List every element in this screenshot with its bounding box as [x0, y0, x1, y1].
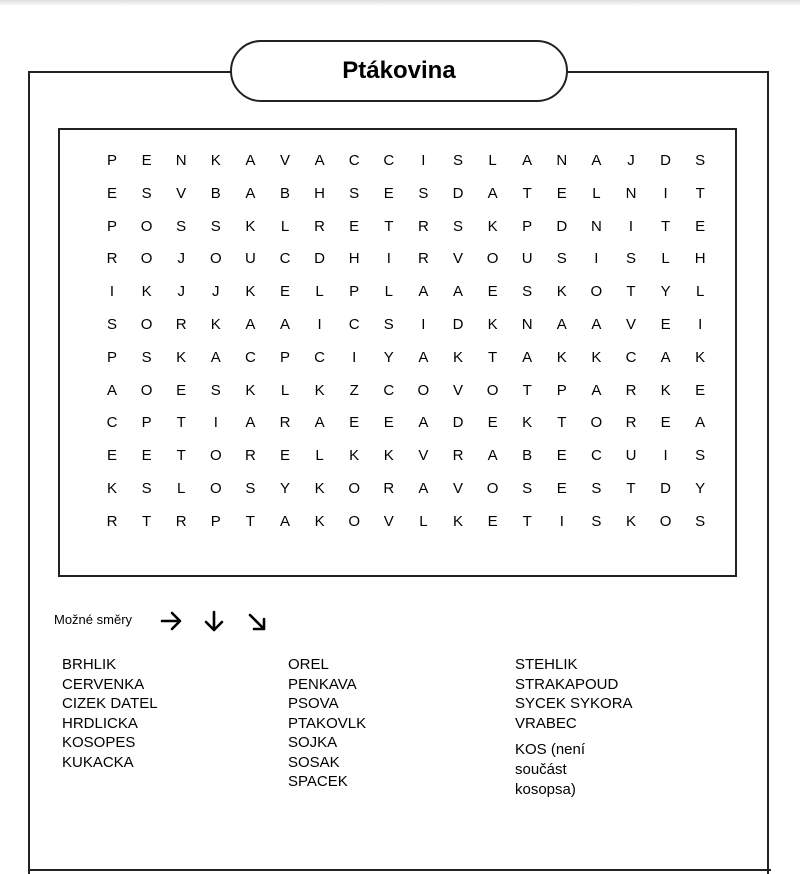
grid-cell[interactable]: O [209, 480, 222, 497]
grid-cell[interactable]: E [556, 447, 567, 465]
grid-cell[interactable]: S [176, 217, 187, 235]
grid-cell[interactable]: K [625, 512, 636, 530]
grid-cell[interactable]: O [590, 283, 603, 301]
page-title: Ptákovina [342, 57, 456, 84]
grid-cell[interactable]: A [418, 480, 429, 497]
grid-cell[interactable]: L [280, 381, 290, 399]
grid-cell[interactable]: E [349, 414, 360, 432]
page-top-shadow [0, 0, 800, 6]
grid-cell[interactable]: C [244, 348, 256, 366]
grid-cell[interactable]: V [418, 447, 429, 465]
grid-cell[interactable]: H [314, 184, 326, 202]
grid-cell[interactable]: I [109, 283, 115, 301]
grid-cell[interactable]: A [695, 414, 706, 432]
grid-cell[interactable]: T [522, 512, 532, 530]
grid-cell[interactable]: T [245, 512, 255, 530]
grid-cell[interactable]: R [625, 414, 637, 432]
grid-cell[interactable]: H [348, 250, 360, 268]
grid-cell[interactable]: E [556, 480, 567, 497]
grid-cell[interactable]: R [314, 217, 326, 235]
arrow-down-icon [203, 608, 225, 634]
grid-cell[interactable]: D [314, 250, 326, 268]
grid-cell[interactable]: T [176, 414, 186, 432]
grid-cell[interactable]: I [628, 217, 634, 235]
grid-cell[interactable]: C [590, 447, 602, 465]
grid-cell[interactable]: A [487, 447, 498, 465]
grid-cell[interactable]: R [417, 250, 429, 268]
grid-cell[interactable]: U [625, 447, 637, 465]
grid-cell[interactable]: E [487, 414, 498, 432]
grid-cell[interactable]: T [384, 217, 394, 235]
grid-cell[interactable]: L [696, 283, 705, 301]
grid-cell[interactable]: Y [383, 348, 394, 366]
grid-cell[interactable]: S [418, 184, 429, 202]
grid-cell[interactable]: A [279, 316, 290, 333]
grid-cell[interactable]: S [452, 217, 463, 235]
grid-cell[interactable]: N [175, 152, 187, 169]
grid-cell[interactable]: P [106, 217, 117, 235]
grid-cell[interactable]: S [141, 184, 152, 202]
grid-cell[interactable]: E [176, 381, 187, 399]
grid-cell[interactable]: S [210, 217, 221, 235]
grid-cell[interactable]: P [106, 152, 117, 169]
grid-cell[interactable]: K [695, 348, 706, 366]
grid-cell[interactable]: K [383, 447, 394, 465]
grid-cell[interactable]: S [210, 381, 221, 399]
grid-cell[interactable]: A [245, 184, 256, 202]
grid-cell[interactable]: K [556, 348, 567, 366]
grid-cell[interactable]: T [142, 512, 152, 530]
grid-cell[interactable]: V [176, 184, 187, 202]
word-list-item: CIZEK DATEL [62, 695, 158, 712]
grid-cell[interactable]: O [348, 480, 361, 497]
grid-cell[interactable]: C [314, 348, 326, 366]
grid-cell[interactable]: O [659, 512, 672, 530]
grid-cell[interactable]: K [487, 316, 498, 333]
grid-cell[interactable]: V [452, 250, 463, 268]
grid-cell[interactable]: A [487, 184, 498, 202]
grid-cell[interactable]: A [245, 414, 256, 432]
word-list-item: STRAKAPOUD [515, 675, 619, 693]
grid-cell[interactable]: V [625, 316, 636, 333]
letter-grid [58, 128, 737, 577]
grid-cell[interactable]: P [556, 381, 567, 399]
grid-cell[interactable]: P [279, 348, 290, 366]
grid-cell[interactable]: S [522, 480, 533, 497]
grid-cell[interactable]: A [314, 152, 325, 169]
grid-cell[interactable]: E [695, 381, 706, 399]
grid-cell[interactable]: S [695, 152, 706, 169]
grid-cell[interactable]: K [660, 381, 671, 399]
grid-cell[interactable]: P [106, 348, 117, 366]
grid-cell[interactable]: K [314, 381, 325, 399]
grid-cell[interactable]: A [279, 512, 290, 530]
grid-cell[interactable]: L [419, 512, 428, 530]
grid-cell[interactable]: A [245, 152, 256, 169]
grid-cell[interactable]: S [349, 184, 360, 202]
grid-cell[interactable]: K [245, 217, 256, 235]
grid-cell[interactable]: D [452, 414, 464, 432]
grid-cell[interactable]: S [591, 480, 602, 497]
grid-cell[interactable]: K [487, 217, 498, 235]
grid-cell[interactable]: J [212, 283, 220, 301]
grid-cell[interactable]: K [210, 152, 221, 169]
grid-cell[interactable]: N [625, 184, 637, 202]
grid-cell[interactable]: C [279, 250, 291, 268]
grid-cell[interactable]: C [106, 414, 118, 432]
kos-note: KOS (není součást kosopsa) [515, 741, 586, 798]
grid-cell[interactable]: O [590, 414, 603, 432]
grid-cell[interactable]: S [141, 480, 152, 497]
grid-cell[interactable]: R [417, 217, 429, 235]
grid-cell[interactable]: T [557, 414, 567, 432]
grid-cell[interactable]: B [279, 184, 290, 202]
word-list-item: OREL [288, 656, 329, 673]
grid-cell[interactable]: O [140, 381, 153, 399]
grid-cell[interactable]: Z [349, 381, 359, 399]
grid-cell[interactable]: S [695, 512, 706, 530]
grid-cell[interactable]: T [695, 184, 705, 202]
grid-cell[interactable]: A [418, 348, 429, 366]
word-list-column-2 [288, 655, 366, 792]
grid-cell[interactable]: I [352, 348, 357, 366]
grid-cell[interactable]: I [594, 250, 599, 268]
word-list-item: HRDLICKA [62, 714, 138, 732]
grid-cell[interactable]: R [452, 447, 464, 465]
grid-cell[interactable]: I [421, 152, 426, 169]
grid-cell[interactable]: N [521, 316, 533, 333]
grid-cell[interactable]: A [418, 414, 429, 432]
arrow-right-icon [160, 608, 182, 634]
grid-cell[interactable]: K [452, 348, 463, 366]
grid-cell[interactable]: J [177, 283, 185, 301]
grid-cell[interactable]: A [591, 316, 602, 333]
grid-cell[interactable]: I [698, 316, 703, 333]
grid-cell[interactable]: I [663, 447, 668, 465]
grid-cell[interactable]: A [522, 348, 533, 366]
grid-cell[interactable]: T [522, 184, 532, 202]
grid-cell[interactable]: H [694, 250, 706, 268]
grid-cell[interactable]: E [141, 152, 152, 169]
grid-cell[interactable]: R [279, 414, 291, 432]
grid-cell[interactable]: P [141, 414, 152, 432]
grid-cell[interactable]: A [418, 283, 429, 301]
grid-cell[interactable]: B [522, 447, 533, 465]
grid-cell[interactable]: A [591, 152, 602, 169]
word-list-item: SOJKA [288, 734, 338, 751]
word-list-item: PSOVA [288, 695, 339, 712]
word-list-item: PTAKOVLK [288, 714, 367, 732]
grid-cell[interactable]: E [660, 414, 671, 432]
grid-cell[interactable]: O [486, 250, 499, 268]
grid-cell[interactable]: Y [660, 283, 671, 301]
grid-cell[interactable]: S [245, 480, 256, 497]
grid-cell[interactable]: E [106, 447, 117, 465]
grid-cell[interactable]: I [213, 414, 218, 432]
grid-cell[interactable]: O [140, 316, 153, 333]
grid-cell[interactable]: K [452, 512, 463, 530]
grid-cell[interactable]: C [348, 316, 360, 333]
grid-cell[interactable]: O [140, 250, 153, 268]
word-list-item: CERVENKA [62, 675, 145, 693]
grid-cell[interactable]: K [245, 283, 256, 301]
grid-cell[interactable]: P [349, 283, 360, 301]
grid-cell[interactable]: R [106, 512, 118, 530]
grid-cell[interactable]: N [590, 217, 602, 235]
grid-cell[interactable]: K [314, 512, 325, 530]
grid-cell[interactable]: J [177, 250, 185, 268]
grid-cell[interactable]: S [383, 316, 394, 333]
grid-cell[interactable]: V [452, 381, 463, 399]
grid-cell[interactable]: L [488, 152, 497, 169]
grid-cell[interactable]: L [592, 184, 601, 202]
grid-cell[interactable]: I [386, 250, 391, 268]
grid-cell[interactable]: R [175, 316, 187, 333]
grid-cell[interactable]: A [522, 152, 533, 169]
grid-cell[interactable]: L [280, 217, 290, 235]
grid-cell[interactable]: E [660, 316, 671, 333]
grid-cell[interactable]: R [625, 381, 637, 399]
grid-cell[interactable]: O [486, 480, 499, 497]
grid-cell[interactable]: S [452, 152, 463, 169]
grid-cell[interactable]: O [140, 217, 153, 235]
grid-cell[interactable]: E [141, 447, 152, 465]
word-list-item: SPACEK [288, 773, 348, 790]
grid-cell[interactable]: T [176, 447, 186, 465]
grid-cell[interactable]: I [421, 316, 426, 333]
grid-cell[interactable]: R [244, 447, 256, 465]
grid-cell[interactable]: Y [695, 480, 706, 497]
word-list-item: KUKACKA [62, 753, 134, 771]
grid-cell[interactable]: L [661, 250, 670, 268]
grid-cell[interactable]: S [141, 348, 152, 366]
word-list-column-1 [62, 655, 158, 772]
word-list-item: PENKAVA [288, 675, 357, 693]
grid-cell[interactable]: K [106, 480, 117, 497]
grid-cell[interactable]: K [210, 316, 221, 333]
grid-cell[interactable]: O [417, 381, 430, 399]
grid-cell[interactable]: I [317, 316, 322, 333]
grid-cell[interactable]: T [522, 381, 532, 399]
arrow-down-right-icon [246, 608, 268, 634]
grid-cell[interactable]: A [314, 414, 325, 432]
grid-cell[interactable]: I [559, 512, 564, 530]
grid-cell[interactable]: E [279, 447, 290, 465]
grid-cell[interactable]: R [383, 480, 395, 497]
grid-cell[interactable]: T [626, 480, 636, 497]
grid-cell[interactable]: R [106, 250, 118, 268]
grid-cell[interactable]: E [383, 184, 394, 202]
grid-cell[interactable]: D [556, 217, 568, 235]
grid-cell[interactable]: N [556, 152, 568, 169]
grid-cell[interactable]: S [695, 447, 706, 465]
grid-cell[interactable]: D [452, 184, 464, 202]
grid-cell[interactable]: L [177, 480, 186, 497]
grid-cell[interactable]: J [627, 152, 635, 169]
grid-cell[interactable]: S [591, 512, 602, 530]
grid-cell[interactable]: O [348, 512, 361, 530]
title-banner [230, 40, 568, 102]
grid-cell[interactable]: L [315, 447, 324, 465]
word-list-item: BRHLIK [62, 656, 117, 673]
grid-cell[interactable]: L [384, 283, 393, 301]
grid-cell[interactable]: T [488, 348, 498, 366]
grid-cell[interactable]: R [175, 512, 187, 530]
grid-cell[interactable]: K [141, 283, 152, 301]
directions-label: Možné směry [54, 612, 133, 627]
grid-cell[interactable]: D [660, 480, 672, 497]
grid-cell[interactable]: B [210, 184, 221, 202]
grid-cell[interactable]: T [661, 217, 671, 235]
grid-cell[interactable]: P [210, 512, 221, 530]
grid-cell[interactable]: A [556, 316, 567, 333]
grid-cell[interactable]: A [452, 283, 463, 301]
grid-cell[interactable]: S [556, 250, 567, 268]
grid-cell[interactable]: L [315, 283, 324, 301]
grid-cell[interactable]: D [452, 316, 464, 333]
grid-cell[interactable]: I [663, 184, 668, 202]
word-list-item: STEHLIK [515, 656, 578, 673]
grid-cell[interactable]: V [279, 152, 290, 169]
grid-cell[interactable]: O [209, 250, 222, 268]
grid-cell[interactable]: K [176, 348, 187, 366]
grid-cell[interactable]: E [383, 414, 394, 432]
grid-cell[interactable]: E [487, 512, 498, 530]
word-list-item: SYCEK SYKORA [515, 695, 633, 712]
grid-cell[interactable]: E [106, 184, 117, 202]
grid-cell[interactable]: C [383, 381, 395, 399]
grid-cell[interactable]: E [279, 283, 290, 301]
word-list-column-3 [515, 655, 633, 800]
grid-cell[interactable]: O [486, 381, 499, 399]
grid-cell[interactable]: S [625, 250, 636, 268]
grid-cell[interactable]: E [695, 217, 706, 235]
grid-cell[interactable]: U [521, 250, 533, 268]
grid-cell[interactable]: D [660, 152, 672, 169]
grid-cell[interactable]: P [522, 217, 533, 235]
worksheet-bottom-border [28, 869, 771, 871]
grid-cell[interactable]: U [244, 250, 256, 268]
grid-cell[interactable]: Y [279, 480, 290, 497]
grid-cell[interactable]: K [314, 480, 325, 497]
grid-cell[interactable]: K [556, 283, 567, 301]
word-list-item: VRABEC [515, 714, 577, 732]
grid-cell[interactable]: V [452, 480, 463, 497]
grid-cell[interactable]: A [591, 381, 602, 399]
grid-cell[interactable]: A [245, 316, 256, 333]
grid-cell[interactable]: O [209, 447, 222, 465]
grid-cell[interactable]: A [660, 348, 671, 366]
grid-cell[interactable]: K [349, 447, 360, 465]
word-list-item: KOSOPES [62, 734, 136, 751]
grid-cell[interactable]: E [556, 184, 567, 202]
grid-cell[interactable]: E [349, 217, 360, 235]
grid-cell[interactable]: E [487, 283, 498, 301]
grid-cell[interactable]: T [626, 283, 636, 301]
grid-cell[interactable]: C [383, 152, 395, 169]
grid-cell[interactable]: A [210, 348, 221, 366]
grid-cell[interactable]: S [106, 316, 117, 333]
grid-cell[interactable]: C [625, 348, 637, 366]
grid-cell[interactable]: K [522, 414, 533, 432]
grid-cell[interactable]: S [522, 283, 533, 301]
grid-cell[interactable]: V [383, 512, 394, 530]
grid-cell[interactable]: A [106, 381, 117, 399]
grid-cell[interactable]: C [348, 152, 360, 169]
word-list-item: SOSAK [288, 753, 340, 771]
grid-cell[interactable]: K [591, 348, 602, 366]
grid-cell[interactable]: K [245, 381, 256, 399]
